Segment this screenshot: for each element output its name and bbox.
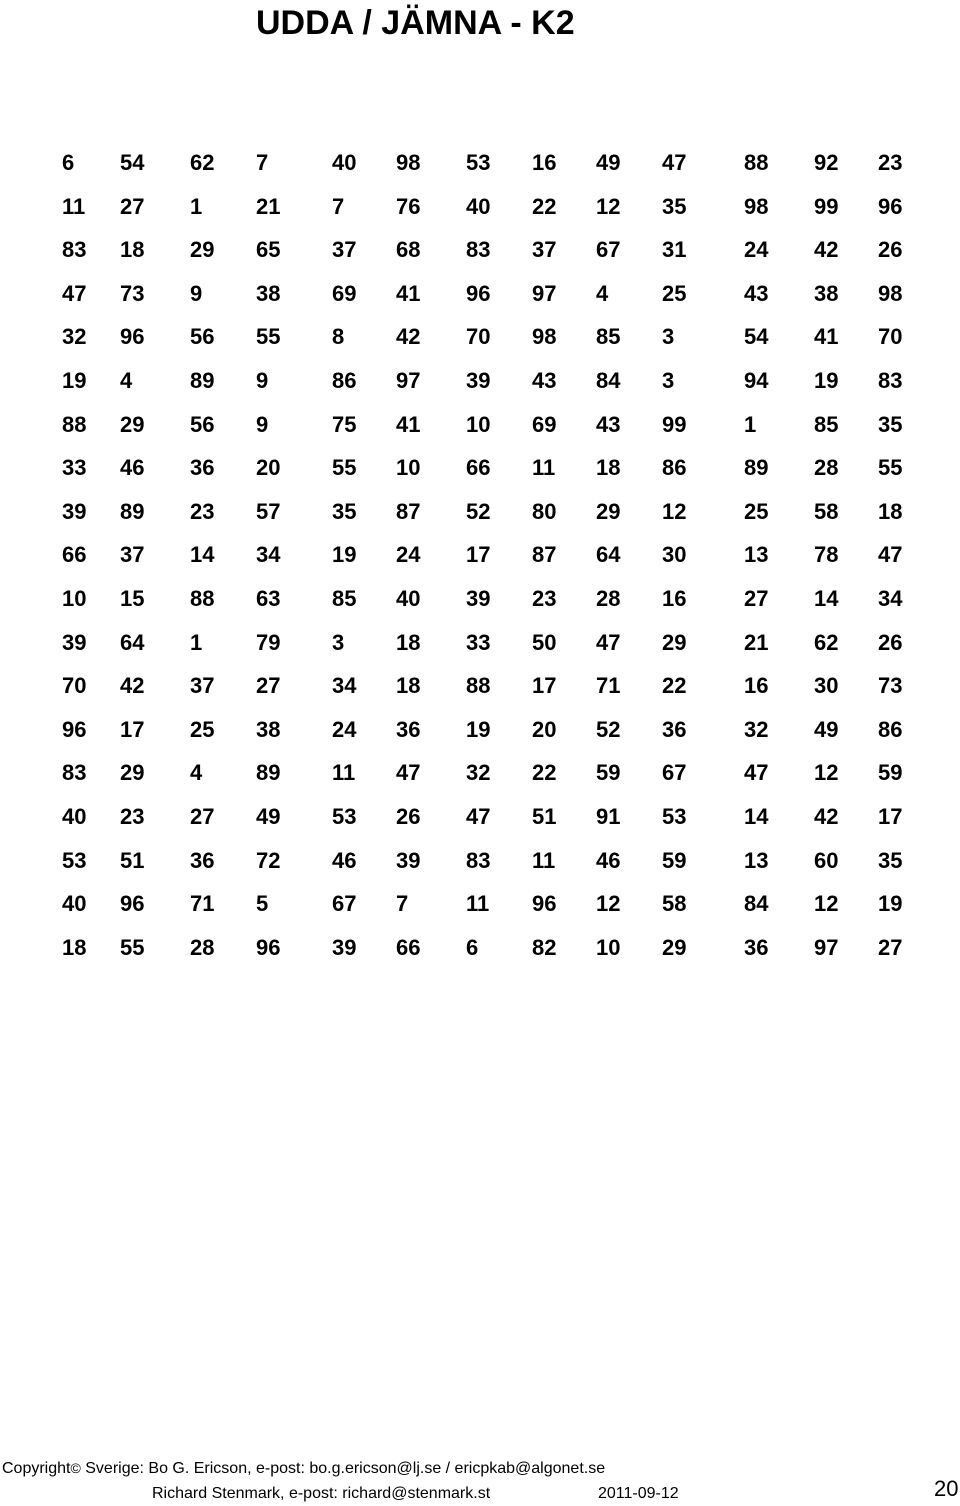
number-cell: 37: [332, 237, 357, 262]
number-cell: 16: [532, 150, 557, 175]
number-cell: 40: [62, 891, 87, 916]
number-cell: 25: [662, 281, 687, 306]
number-cell: 62: [190, 150, 215, 175]
number-cell: 65: [256, 237, 281, 262]
number-cell: 85: [596, 324, 621, 349]
number-cell: 34: [332, 673, 357, 698]
number-cell: 30: [662, 542, 687, 567]
number-cell: 8: [332, 324, 345, 349]
number-cell: 17: [466, 542, 491, 567]
number-cell: 19: [814, 368, 839, 393]
number-cell: 11: [532, 455, 556, 480]
number-cell: 85: [814, 412, 839, 437]
number-cell: 37: [190, 673, 215, 698]
number-cell: 1: [190, 194, 203, 219]
number-cell: 12: [814, 760, 839, 785]
number-cell: 57: [256, 499, 281, 524]
number-cell: 42: [396, 324, 421, 349]
number-cell: 47: [662, 150, 687, 175]
number-cell: 89: [190, 368, 215, 393]
number-cell: 40: [62, 804, 87, 829]
number-cell: 73: [878, 673, 903, 698]
number-cell: 99: [814, 194, 839, 219]
number-cell: 10: [596, 935, 621, 960]
number-cell: 41: [814, 324, 839, 349]
number-cell: 89: [256, 760, 281, 785]
number-cell: 36: [744, 935, 769, 960]
number-cell: 69: [332, 281, 357, 306]
number-cell: 52: [466, 499, 491, 524]
number-cell: 14: [814, 586, 839, 611]
number-cell: 96: [62, 717, 87, 742]
number-cell: 79: [256, 630, 281, 655]
number-cell: 32: [744, 717, 769, 742]
number-cell: 18: [120, 237, 145, 262]
number-cell: 97: [532, 281, 557, 306]
number-cell: 94: [744, 368, 769, 393]
number-cell: 43: [532, 368, 557, 393]
number-cell: 42: [814, 237, 839, 262]
number-cell: 3: [662, 324, 675, 349]
number-cell: 80: [532, 499, 557, 524]
number-cell: 84: [744, 891, 769, 916]
number-cell: 25: [190, 717, 215, 742]
number-cell: 66: [62, 542, 87, 567]
number-cell: 37: [532, 237, 557, 262]
number-cell: 40: [332, 150, 357, 175]
copyright-text: Sverige: Bo G. Ericson, e-post: bo.g.ericson@lj.se / ericpkab@algonet.se: [80, 1460, 606, 1477]
number-cell: 11: [62, 194, 86, 219]
number-cell: 59: [878, 760, 903, 785]
number-cell: 21: [744, 630, 769, 655]
number-cell: 51: [532, 804, 557, 829]
copyright-line: [2, 1458, 605, 1479]
number-cell: 62: [814, 630, 839, 655]
number-cell: 88: [744, 150, 769, 175]
copyright-word: Copyright: [2, 1460, 71, 1477]
number-cell: 16: [662, 586, 687, 611]
number-cell: 39: [466, 586, 491, 611]
number-cell: 97: [814, 935, 839, 960]
number-cell: 4: [120, 368, 133, 393]
number-cell: 24: [396, 542, 421, 567]
number-cell: 17: [532, 673, 557, 698]
number-cell: 70: [62, 673, 87, 698]
number-cell: 4: [190, 760, 203, 785]
number-cell: 1: [744, 412, 757, 437]
number-cell: 10: [466, 412, 491, 437]
number-cell: 99: [662, 412, 687, 437]
number-cell: 97: [396, 368, 421, 393]
number-cell: 53: [62, 848, 87, 873]
number-cell: 19: [332, 542, 357, 567]
number-cell: 39: [332, 935, 357, 960]
number-cell: 40: [396, 586, 421, 611]
number-cell: 19: [878, 891, 903, 916]
number-cell: 53: [332, 804, 357, 829]
number-cell: 42: [814, 804, 839, 829]
number-cell: 83: [466, 237, 491, 262]
number-cell: 11: [532, 848, 556, 873]
number-cell: 98: [532, 324, 557, 349]
number-cell: 24: [744, 237, 769, 262]
number-cell: 96: [120, 891, 145, 916]
number-cell: 51: [120, 848, 145, 873]
number-cell: 58: [662, 891, 687, 916]
number-cell: 85: [332, 586, 357, 611]
number-cell: 20: [256, 455, 281, 480]
number-cell: 14: [190, 542, 215, 567]
number-cell: 96: [120, 324, 145, 349]
number-cell: 29: [120, 760, 145, 785]
number-cell: 18: [396, 630, 421, 655]
number-cell: 18: [878, 499, 903, 524]
page-title: UDDA / JÄMNA - K2: [256, 4, 575, 42]
number-cell: 38: [256, 717, 281, 742]
number-cell: 35: [332, 499, 357, 524]
number-cell: 7: [256, 150, 269, 175]
number-cell: 59: [662, 848, 687, 873]
number-cell: 22: [532, 194, 557, 219]
number-cell: 35: [662, 194, 687, 219]
number-cell: 37: [120, 542, 145, 567]
number-cell: 53: [466, 150, 491, 175]
number-cell: 40: [466, 194, 491, 219]
number-cell: 25: [744, 499, 769, 524]
number-cell: 83: [62, 760, 87, 785]
number-cell: 47: [878, 542, 903, 567]
number-cell: 46: [596, 848, 621, 873]
number-cell: 49: [256, 804, 281, 829]
number-cell: 20: [532, 717, 557, 742]
number-cell: 47: [596, 630, 621, 655]
number-cell: 18: [62, 935, 87, 960]
number-cell: 6: [466, 935, 479, 960]
number-cell: 87: [396, 499, 421, 524]
number-cell: 55: [120, 935, 145, 960]
number-cell: 67: [596, 237, 621, 262]
number-cell: 29: [662, 630, 687, 655]
number-cell: 55: [332, 455, 357, 480]
number-cell: 19: [62, 368, 87, 393]
number-cell: 96: [256, 935, 281, 960]
number-cell: 27: [744, 586, 769, 611]
number-cell: 71: [190, 891, 215, 916]
number-cell: 35: [878, 848, 903, 873]
number-cell: 10: [396, 455, 421, 480]
number-cell: 83: [878, 368, 903, 393]
number-cell: 3: [662, 368, 675, 393]
number-cell: 11: [466, 891, 490, 916]
number-cell: 96: [466, 281, 491, 306]
number-cell: 43: [744, 281, 769, 306]
number-cell: 72: [256, 848, 281, 873]
copyright-symbol: ©: [70, 1460, 81, 1476]
number-cell: 98: [396, 150, 421, 175]
number-cell: 26: [878, 237, 903, 262]
date-stamp: 2011-09-12: [598, 1485, 679, 1502]
number-cell: 21: [256, 194, 281, 219]
number-cell: 86: [332, 368, 357, 393]
number-cell: 1: [190, 630, 203, 655]
number-cell: 16: [744, 673, 769, 698]
number-cell: 69: [532, 412, 557, 437]
number-cell: 68: [396, 237, 421, 262]
number-cell: 56: [190, 412, 215, 437]
number-cell: 83: [466, 848, 491, 873]
number-cell: 59: [596, 760, 621, 785]
number-cell: 96: [878, 194, 903, 219]
number-cell: 70: [878, 324, 903, 349]
number-cell: 29: [190, 237, 215, 262]
number-cell: 28: [814, 455, 839, 480]
number-cell: 29: [596, 499, 621, 524]
number-cell: 32: [466, 760, 491, 785]
number-cell: 39: [466, 368, 491, 393]
number-cell: 66: [396, 935, 421, 960]
number-cell: 38: [256, 281, 281, 306]
author-line: Richard Stenmark, e-post: richard@stenmark.st: [152, 1485, 491, 1502]
number-cell: 30: [814, 673, 839, 698]
number-cell: 46: [120, 455, 145, 480]
number-cell: 98: [878, 281, 903, 306]
number-cell: 35: [878, 412, 903, 437]
number-cell: 82: [532, 935, 557, 960]
number-cell: 46: [332, 848, 357, 873]
number-cell: 38: [814, 281, 839, 306]
number-cell: 67: [332, 891, 357, 916]
number-cell: 76: [396, 194, 421, 219]
number-cell: 22: [662, 673, 687, 698]
number-cell: 7: [332, 194, 345, 219]
number-cell: 88: [466, 673, 491, 698]
number-cell: 96: [532, 891, 557, 916]
number-cell: 49: [814, 717, 839, 742]
number-cell: 47: [744, 760, 769, 785]
number-cell: 9: [190, 281, 203, 306]
number-cell: 23: [532, 586, 557, 611]
number-cell: 34: [878, 586, 903, 611]
number-cell: 12: [596, 891, 621, 916]
number-cell: 70: [466, 324, 491, 349]
number-cell: 54: [744, 324, 769, 349]
number-cell: 50: [532, 630, 557, 655]
number-cell: 27: [256, 673, 281, 698]
page-number: 20: [934, 1476, 959, 1501]
number-cell: 18: [396, 673, 421, 698]
number-cell: 36: [190, 848, 215, 873]
number-cell: 67: [662, 760, 687, 785]
number-cell: 54: [120, 150, 145, 175]
number-cell: 12: [662, 499, 687, 524]
number-cell: 89: [744, 455, 769, 480]
number-cell: 47: [396, 760, 421, 785]
number-cell: 63: [256, 586, 281, 611]
number-cell: 18: [596, 455, 621, 480]
number-cell: 12: [814, 891, 839, 916]
number-cell: 47: [466, 804, 491, 829]
number-cell: 9: [256, 412, 269, 437]
number-cell: 32: [62, 324, 87, 349]
number-cell: 11: [332, 760, 356, 785]
number-cell: 42: [120, 673, 145, 698]
number-cell: 89: [120, 499, 145, 524]
number-cell: 92: [814, 150, 839, 175]
number-cell: 12: [596, 194, 621, 219]
number-cell: 88: [190, 586, 215, 611]
number-cell: 4: [596, 281, 609, 306]
number-cell: 71: [596, 673, 621, 698]
number-cell: 28: [596, 586, 621, 611]
number-cell: 91: [596, 804, 621, 829]
number-cell: 41: [396, 412, 421, 437]
number-cell: 23: [878, 150, 903, 175]
number-cell: 39: [62, 499, 87, 524]
number-cell: 98: [744, 194, 769, 219]
number-cell: 5: [256, 891, 269, 916]
number-cell: 64: [596, 542, 621, 567]
number-cell: 88: [62, 412, 87, 437]
number-cell: 13: [744, 542, 769, 567]
number-cell: 3: [332, 630, 345, 655]
number-cell: 10: [62, 586, 87, 611]
number-cell: 31: [662, 237, 687, 262]
number-cell: 7: [396, 891, 409, 916]
number-cell: 60: [814, 848, 839, 873]
number-cell: 47: [62, 281, 87, 306]
number-cell: 56: [190, 324, 215, 349]
number-cell: 66: [466, 455, 491, 480]
number-cell: 27: [190, 804, 215, 829]
number-cell: 15: [120, 586, 145, 611]
number-cell: 27: [120, 194, 145, 219]
number-cell: 24: [332, 717, 357, 742]
number-cell: 87: [532, 542, 557, 567]
number-cell: 6: [62, 150, 75, 175]
number-cell: 26: [878, 630, 903, 655]
number-cell: 36: [190, 455, 215, 480]
number-cell: 22: [532, 760, 557, 785]
number-cell: 43: [596, 412, 621, 437]
number-cell: 33: [466, 630, 491, 655]
number-cell: 55: [878, 455, 903, 480]
number-cell: 23: [120, 804, 145, 829]
number-cell: 29: [120, 412, 145, 437]
number-cell: 13: [744, 848, 769, 873]
number-cell: 49: [596, 150, 621, 175]
number-cell: 17: [120, 717, 145, 742]
number-cell: 19: [466, 717, 491, 742]
number-cell: 83: [62, 237, 87, 262]
number-cell: 53: [662, 804, 687, 829]
number-cell: 39: [396, 848, 421, 873]
number-cell: 41: [396, 281, 421, 306]
number-cell: 29: [662, 935, 687, 960]
number-cell: 39: [62, 630, 87, 655]
number-cell: 52: [596, 717, 621, 742]
number-cell: 58: [814, 499, 839, 524]
number-cell: 64: [120, 630, 145, 655]
number-cell: 26: [396, 804, 421, 829]
number-cell: 9: [256, 368, 269, 393]
number-cell: 36: [662, 717, 687, 742]
number-cell: 55: [256, 324, 281, 349]
number-cell: 23: [190, 499, 215, 524]
number-cell: 36: [396, 717, 421, 742]
number-cell: 75: [332, 412, 357, 437]
number-cell: 34: [256, 542, 281, 567]
number-cell: 17: [878, 804, 903, 829]
number-cell: 86: [662, 455, 687, 480]
number-cell: 27: [878, 935, 903, 960]
number-cell: 84: [596, 368, 621, 393]
number-cell: 14: [744, 804, 769, 829]
number-cell: 28: [190, 935, 215, 960]
number-cell: 73: [120, 281, 145, 306]
number-cell: 33: [62, 455, 87, 480]
number-cell: 78: [814, 542, 839, 567]
number-cell: 86: [878, 717, 903, 742]
